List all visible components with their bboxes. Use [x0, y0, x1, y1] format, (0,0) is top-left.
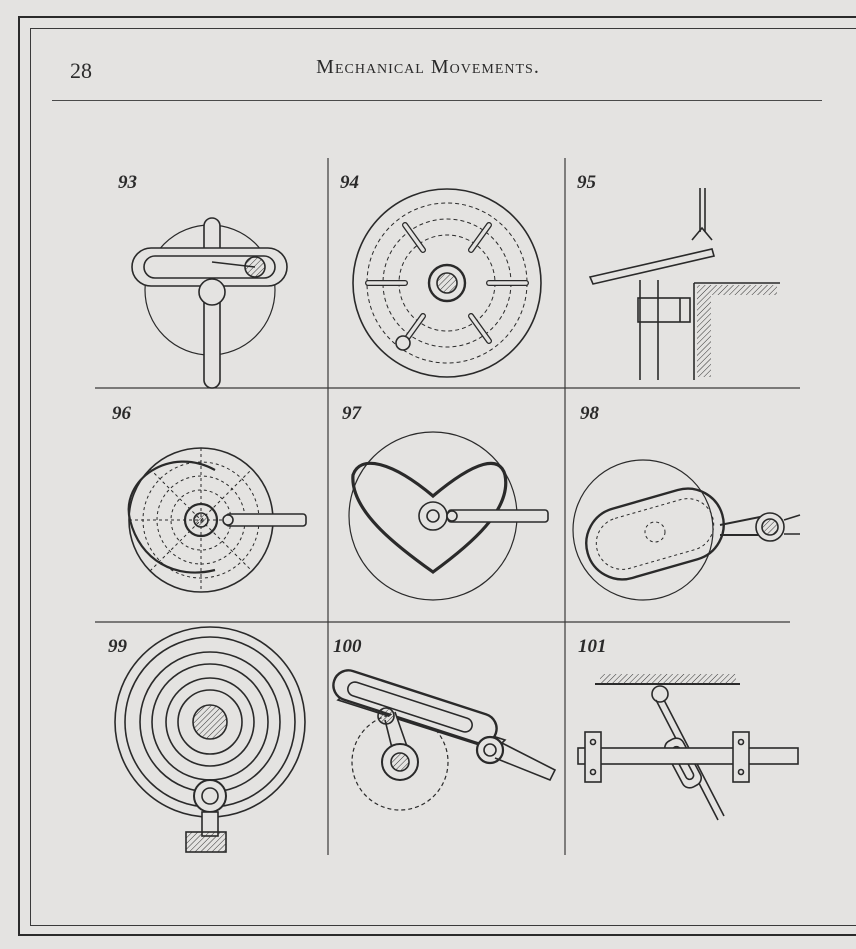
figure-97-drawing	[349, 432, 548, 600]
figure-label-94: 94	[340, 172, 359, 193]
figure-label-93: 93	[118, 172, 137, 193]
figure-label-95: 95	[577, 172, 596, 193]
figure-label-101: 101	[578, 636, 607, 657]
figure-label-97: 97	[342, 403, 361, 424]
figure-93-drawing	[132, 218, 287, 388]
figure-100-drawing	[330, 666, 555, 810]
figure-95-drawing	[590, 188, 780, 380]
figure-label-99: 99	[108, 636, 127, 657]
figure-label-96: 96	[112, 403, 131, 424]
page-number: 28	[70, 58, 92, 83]
figure-96-drawing	[129, 448, 306, 592]
figure-101-drawing	[578, 674, 798, 820]
figure-label-100: 100	[333, 636, 362, 657]
running-title: Mechanical Movements.	[316, 56, 540, 78]
figure-94-drawing	[353, 189, 541, 377]
figure-99-drawing	[115, 627, 305, 852]
figure-98-drawing	[573, 460, 800, 600]
figure-label-98: 98	[580, 403, 599, 424]
